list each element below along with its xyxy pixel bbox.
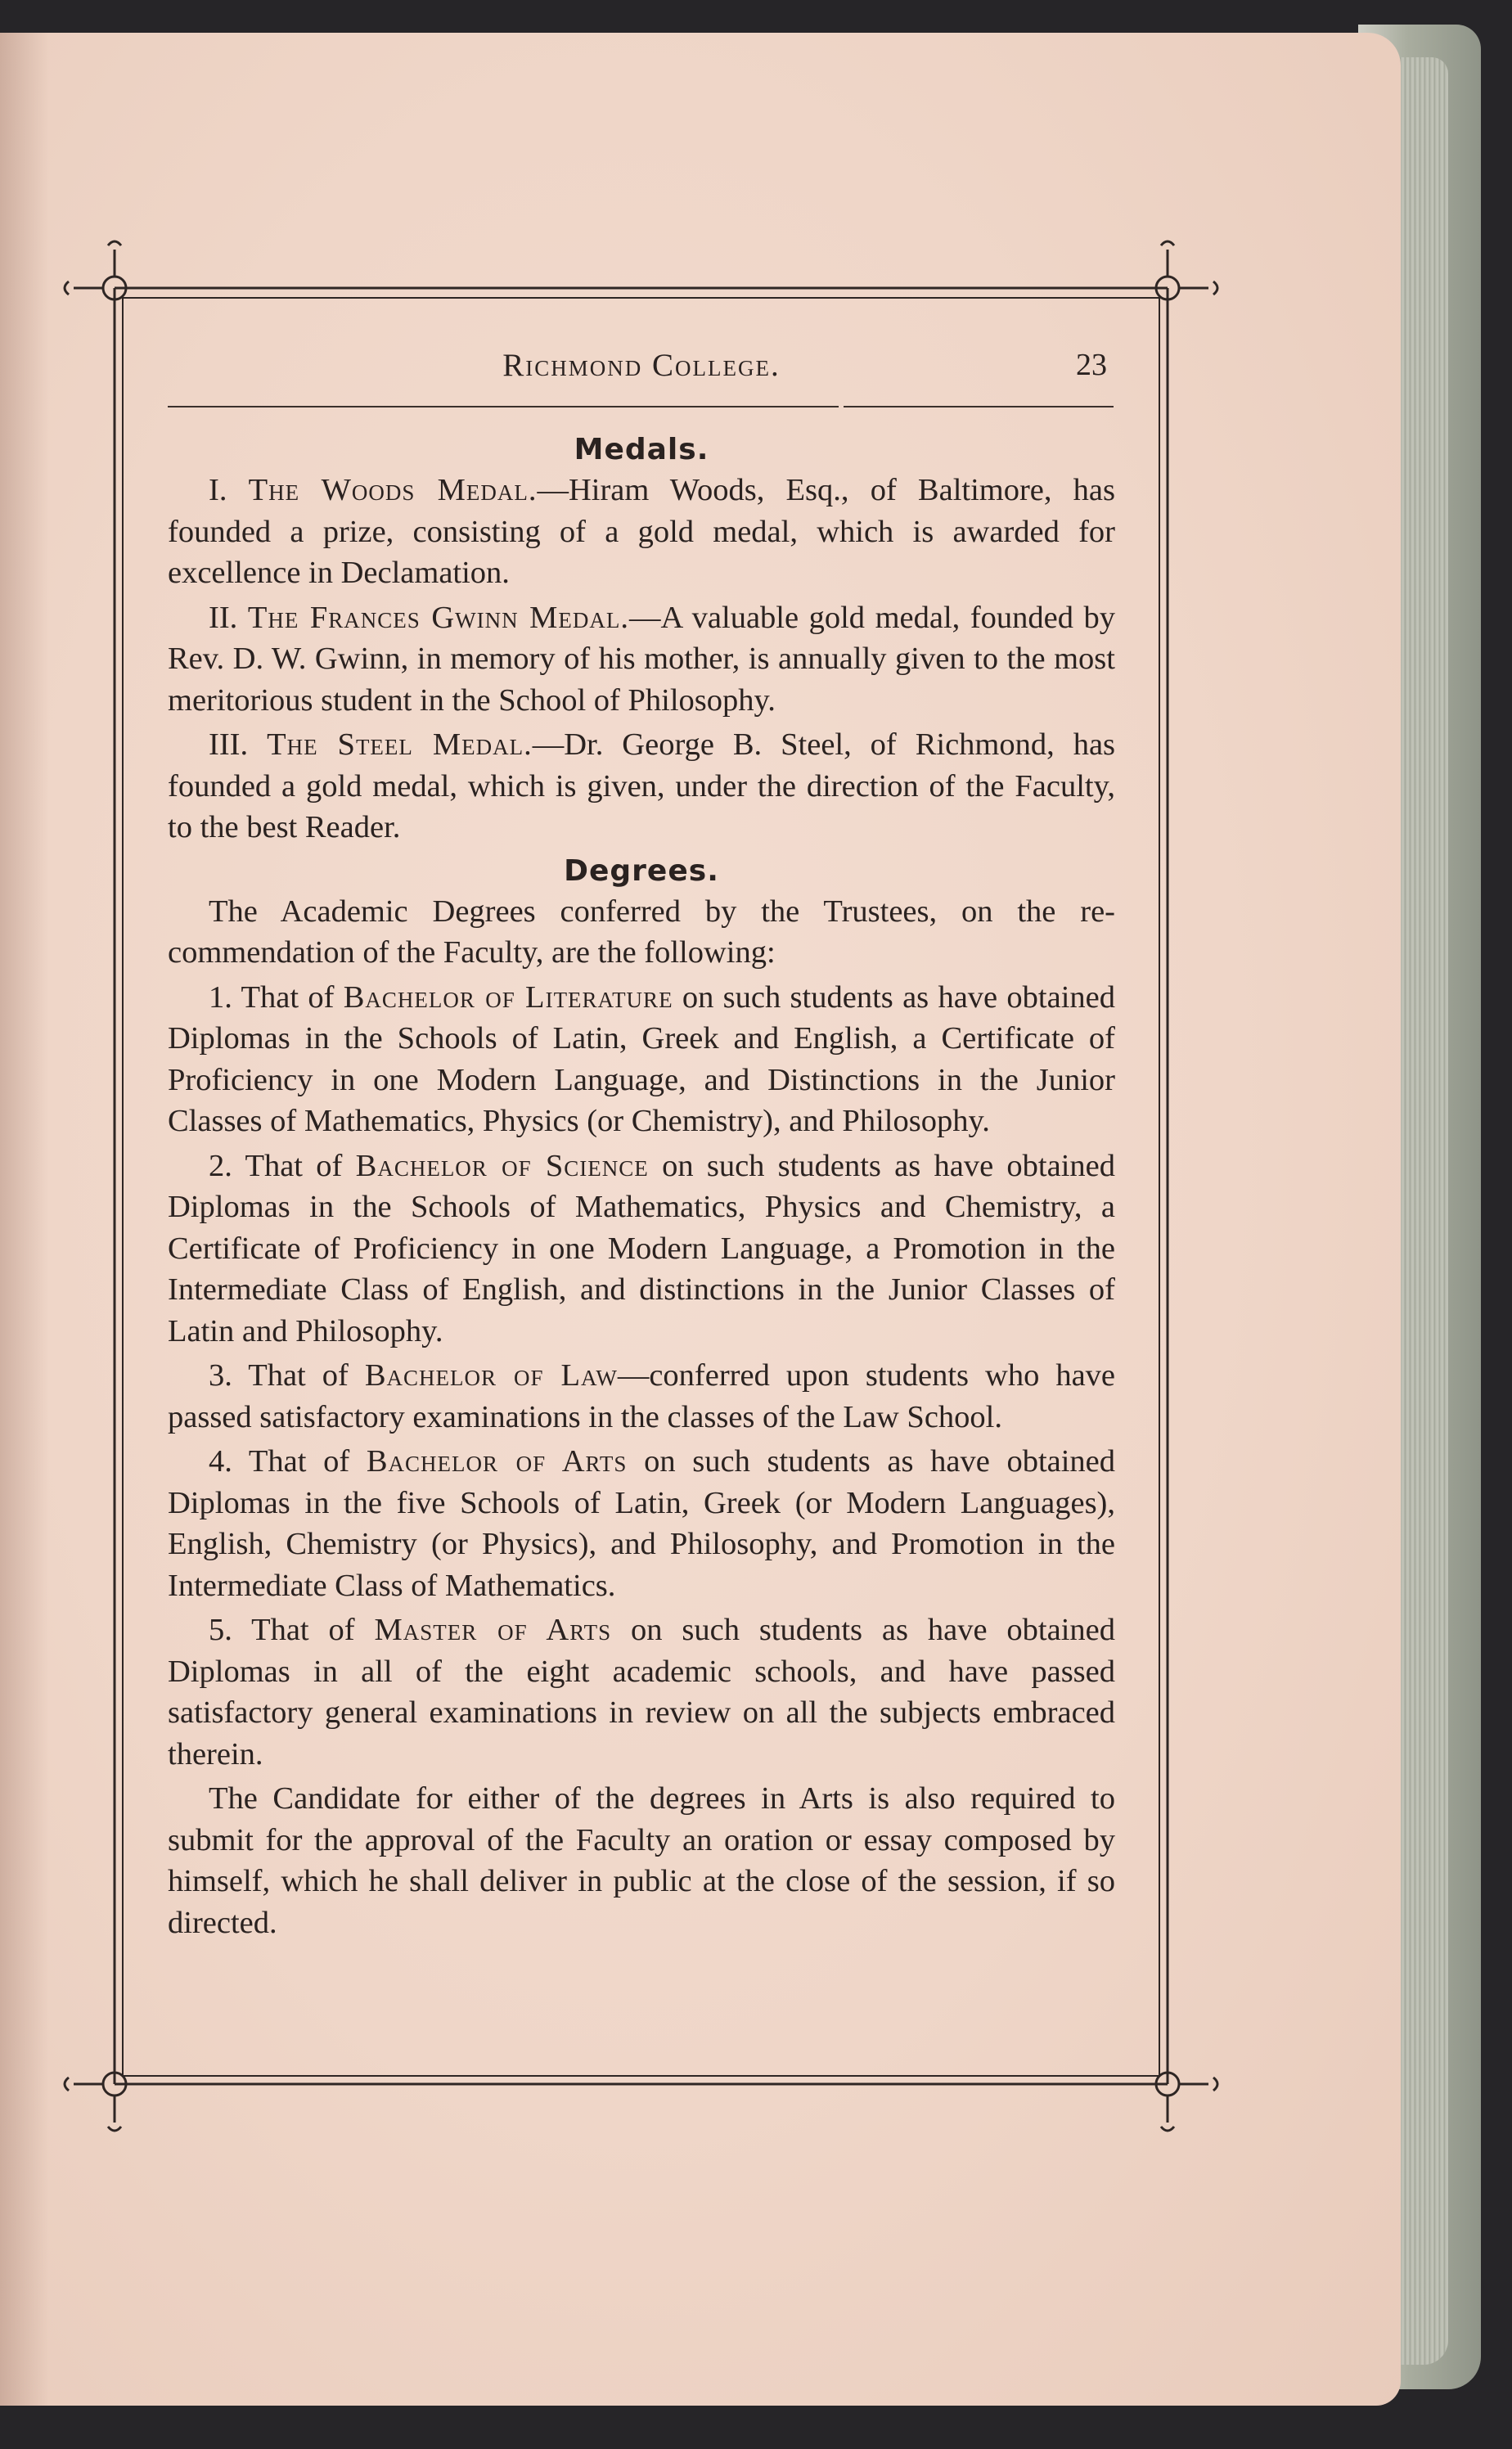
degree-name: Bachelor of Science xyxy=(355,1148,649,1183)
head-rule-left xyxy=(168,406,839,407)
degrees-closing: The Candidate for either of the degrees in Arts is also required to submit for the approval of the Faculty an oration or essay composed by himself, which he shall deliver in public at the close of the session, if so directed. xyxy=(168,1781,1115,1940)
degrees-heading: Degrees. xyxy=(564,853,719,888)
degree-text: on such students as have obtained Diplomas in the Schools of Latin, Greek and English, a Certificate of Proficiency in one Modern Language, and Distinctions in the Junior Classes of Mathematics, Physics (or Chemistry), and Philosophy. xyxy=(168,979,1115,1138)
medal-numeral: III. xyxy=(209,727,249,762)
medal-item xyxy=(168,724,1115,849)
page-number: 23 xyxy=(1076,348,1107,382)
degree-number: 2. xyxy=(209,1148,232,1183)
medals-heading: Medals. xyxy=(574,433,709,466)
running-head-title: Richmond College. xyxy=(502,348,781,383)
degree-lead: That of xyxy=(248,1358,349,1393)
degree-number: 4. xyxy=(209,1444,232,1479)
medal-text: —A valuable gold medal, founded by Rev. D. W. Gwinn, in memory of his mother, is annually given to the most meritorious student in the School of Philosophy. xyxy=(168,600,1116,718)
medal-numeral: I. xyxy=(209,473,227,507)
degree-text: on such students as have obtained Diplomas in all of the eight academic schools, and have passed satisfactory general examinations in review on all the subjects embraced therein. xyxy=(168,1613,1115,1771)
degree-name: Bachelor of Arts xyxy=(366,1444,628,1479)
degree-lead: That of xyxy=(248,1444,350,1479)
corner-ornament-bottom-left xyxy=(65,2061,139,2131)
medal-item xyxy=(168,470,1115,594)
medal-name: The Steel Medal. xyxy=(267,727,533,762)
medal-name: The Frances Gwinn Medal. xyxy=(247,600,629,635)
corner-ornament-top-left xyxy=(65,241,139,311)
degree-lead: That of xyxy=(245,1148,343,1183)
medal-text: —Hiram Woods, Esq., of Baltimore, has founded a prize, consisting of a gold medal, which is awarded for excellence in Declamation. xyxy=(168,473,1115,590)
degree-item xyxy=(168,1441,1115,1606)
medal-numeral: II. xyxy=(209,600,238,635)
degree-name: Bachelor of Law xyxy=(364,1358,618,1393)
running-head xyxy=(168,340,1115,398)
degree-number: 3. xyxy=(209,1358,232,1393)
page-text-block xyxy=(168,340,1115,1947)
degree-lead: That of xyxy=(241,979,335,1015)
corner-ornament-top-right xyxy=(1143,241,1217,311)
head-rule xyxy=(168,398,1115,416)
degree-item xyxy=(168,1609,1115,1775)
medal-text: —Dr. George B. Steel, of Richmond, has founded a gold medal, which is given, under the direction of the Faculty, to the best Reader. xyxy=(168,727,1116,844)
degree-item xyxy=(168,1355,1115,1438)
degree-item xyxy=(168,1146,1115,1353)
degree-number: 1. xyxy=(209,979,232,1015)
degree-item xyxy=(168,977,1115,1142)
medal-item xyxy=(168,597,1115,722)
degrees-intro: The Academic Degrees conferred by the Trustees, on the recommendation of the Faculty, are the following: xyxy=(168,894,1115,970)
degree-text: —conferred upon students who have passed satisfactory examinations in the classes of the Law School. xyxy=(168,1358,1115,1434)
medal-name: The Woods Medal. xyxy=(248,473,538,507)
degree-name: Bachelor of Literature xyxy=(343,979,673,1015)
degree-lead: That of xyxy=(251,1613,355,1647)
corner-ornament-bottom-right xyxy=(1143,2061,1217,2131)
degree-text: on such students as have obtained Diplomas in the five Schools of Latin, Greek (or Modern Languages), English, Chemistry (or Physics), and Philosophy, and Promotion in the Intermediate Class of Mathematics. xyxy=(168,1444,1116,1603)
degree-name: Master of Arts xyxy=(374,1613,612,1647)
degree-text: on such students as have obtained Diplomas in the Schools of Mathematics, Physics and Chemistry, a Certificate of Proficiency in one Modern Language, a Promotion in the Intermediate Class of English, and distinctions in the Junior Classes of Latin and Philosophy. xyxy=(168,1148,1116,1348)
head-rule-right xyxy=(844,406,1114,407)
degree-number: 5. xyxy=(209,1613,232,1647)
